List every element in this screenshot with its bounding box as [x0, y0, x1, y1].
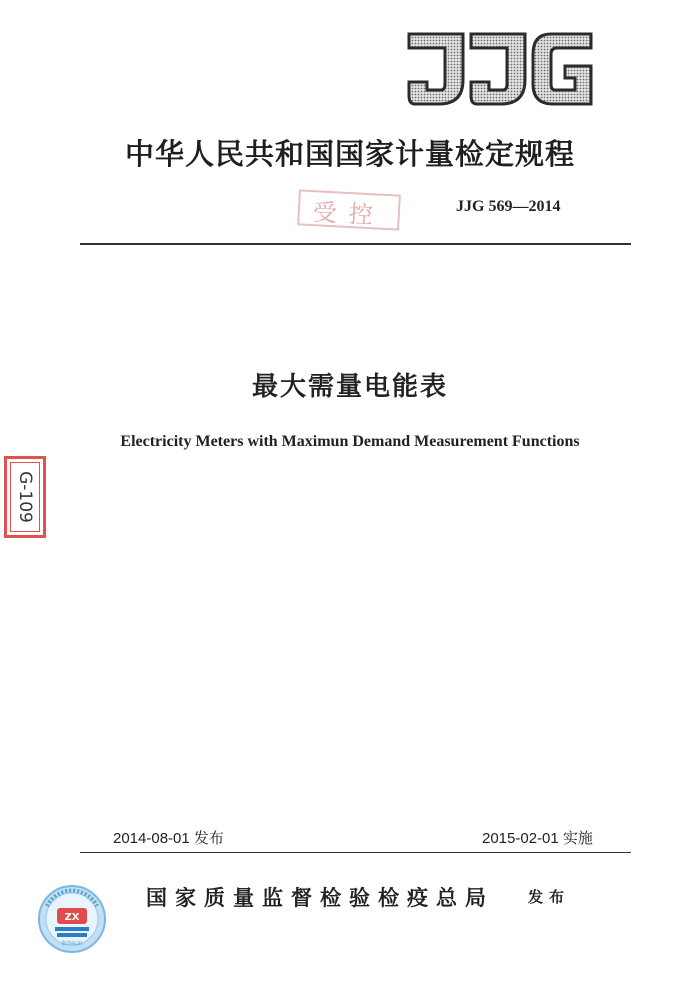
- document-code: JJG 569—2014: [456, 198, 561, 215]
- chinese-title: 最大需量电能表: [251, 372, 448, 402]
- english-title: Electricity Meters with Maximun Demand Measurement Functions: [120, 433, 580, 450]
- seal-text: 防伪标识: [61, 941, 83, 947]
- bottom-divider: [80, 852, 631, 853]
- implementation-date: 2015-02-01 实施: [482, 830, 593, 847]
- issue-date: 2014-08-01 发布: [113, 830, 224, 847]
- issuing-authority-suffix: 发布: [528, 888, 571, 906]
- top-divider: [80, 243, 631, 245]
- regulation-title: 中华人民共和国国家计量检定规程: [124, 137, 575, 171]
- stamp-text: 受控: [312, 198, 386, 230]
- anti-counterfeit-seal-icon: [37, 884, 107, 954]
- svg-text:ZX: ZX: [64, 912, 80, 923]
- controlled-stamp: [297, 189, 401, 230]
- jjg-logo: [405, 30, 595, 108]
- side-label-text: G-109: [15, 471, 35, 523]
- issuing-authority: 国家质量监督检验检疫总局: [146, 885, 494, 910]
- side-label-tag: [4, 456, 46, 538]
